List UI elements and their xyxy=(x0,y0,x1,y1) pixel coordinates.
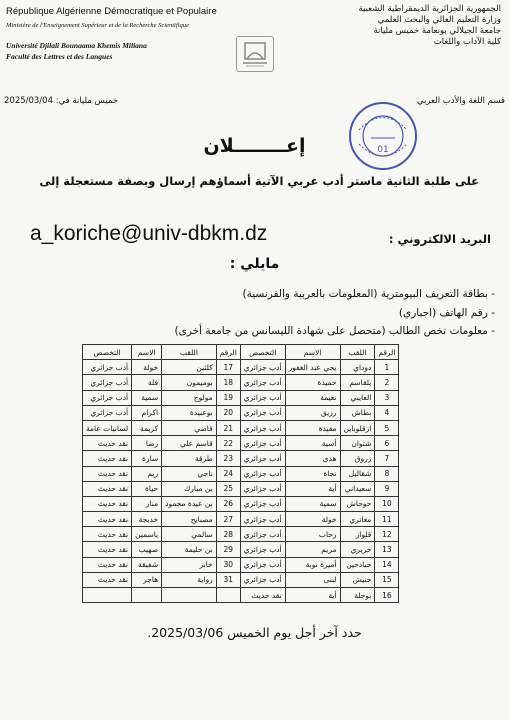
table-cell: أدب جزائري xyxy=(240,466,285,481)
table-cell: نعيمة xyxy=(285,390,340,405)
table-cell: دوداي xyxy=(340,360,375,375)
table-cell: 13 xyxy=(375,542,399,557)
table-cell: 12 xyxy=(375,527,399,542)
table-cell: 16 xyxy=(375,588,399,603)
table-cell: 27 xyxy=(216,512,240,527)
table-cell: أدب جزائري xyxy=(240,375,285,390)
col-name-2: الاسم xyxy=(132,345,162,360)
table-cell: رحاب xyxy=(285,527,340,542)
header-arabic xyxy=(291,4,501,48)
table-cell: حيادحين xyxy=(340,557,375,572)
table-cell: منار xyxy=(132,496,162,511)
col-number: الرقم xyxy=(375,345,399,360)
email-label: البريد الالكتروني : xyxy=(388,232,491,246)
table-cell: كلثين xyxy=(162,360,217,375)
table-cell: رواية xyxy=(162,572,217,587)
table-cell: بوميمون xyxy=(162,375,217,390)
table-cell: قلواز xyxy=(340,527,375,542)
requirements-heading: مايلي : xyxy=(229,256,280,272)
table-cell: أدب جزائري xyxy=(240,436,285,451)
table-cell: شقاليل xyxy=(340,466,375,481)
table-cell: لبنى xyxy=(285,572,340,587)
table-cell: نقد حديث xyxy=(83,572,132,587)
department-line: قسم اللغة والأدب العربي xyxy=(416,96,505,106)
col-specialty-2: التخصص xyxy=(83,345,132,360)
table-cell: 20 xyxy=(216,405,240,420)
table-cell: أية xyxy=(285,588,340,603)
table-cell: حوحاش xyxy=(340,496,375,511)
table-cell: خديجة xyxy=(132,512,162,527)
faculty-name-fr: Faculté des Lettres et des Langues xyxy=(6,52,113,61)
table-cell: حنيش xyxy=(340,572,375,587)
table-cell: 15 xyxy=(375,572,399,587)
table-cell: حميدة xyxy=(285,375,340,390)
table-cell: سمية xyxy=(285,496,340,511)
table-row xyxy=(83,588,399,603)
table-cell: 6 xyxy=(375,436,399,451)
table-cell: بن عيدة محمود xyxy=(162,496,217,511)
table-cell: مفيدة xyxy=(285,420,340,435)
table-cell: أدب جزائري xyxy=(83,405,132,420)
table-cell: 8 xyxy=(375,466,399,481)
table-cell: نقد حديث xyxy=(83,496,132,511)
republic-name-fr: République Algérienne Démocratique et Populaire xyxy=(6,6,217,17)
table-cell: زروق xyxy=(340,451,375,466)
ministry-name-ar: وزارة التعليم العالي والبحث العلمي xyxy=(377,15,501,25)
table-cell: بوعبيدة xyxy=(162,405,217,420)
table-cell: بوجلة xyxy=(340,588,375,603)
table-cell: حياة xyxy=(132,481,162,496)
table-cell: 10 xyxy=(375,496,399,511)
table-cell: رزيق xyxy=(285,405,340,420)
table-cell: 22 xyxy=(216,436,240,451)
table-cell: 3 xyxy=(375,390,399,405)
table-cell: نقد حديث xyxy=(83,481,132,496)
table-cell: أدب جزائري xyxy=(240,512,285,527)
table-cell: 24 xyxy=(216,466,240,481)
date-line: خميس مليانة في: 2025/03/04 xyxy=(4,96,119,106)
table-cell: أدب جزائري xyxy=(240,572,285,587)
table-cell: رضا xyxy=(132,436,162,451)
table-cell: كريمة xyxy=(132,420,162,435)
bullet-phone: - رقم الهاتف (اجباري) xyxy=(398,307,495,319)
table-cell: قاسم علي xyxy=(162,436,217,451)
table-cell: شتوان xyxy=(340,436,375,451)
stamp-number: 01 xyxy=(377,145,389,155)
table-row xyxy=(83,542,399,557)
request-text: على طلبة الثانية ماستر أدب عربي الآتية أسماؤهم إرسال وبصفة مستعجلة إلى xyxy=(39,174,479,188)
table-cell: نقد حديث xyxy=(83,542,132,557)
table-cell: 25 xyxy=(216,481,240,496)
republic-name-ar: الجمهورية الجزائرية الديمقراطية الشعبية xyxy=(358,4,501,14)
table-cell: أدب جزائري xyxy=(240,496,285,511)
table-row xyxy=(83,572,399,587)
table-row xyxy=(83,512,399,527)
table-cell: 30 xyxy=(216,557,240,572)
students-table xyxy=(82,344,399,603)
col-surname-2: اللقب xyxy=(162,345,217,360)
table-cell: سعيداني xyxy=(340,481,375,496)
table-cell: بطاش xyxy=(340,405,375,420)
table-cell: لسانيات عامة xyxy=(83,420,132,435)
ministry-name-fr: Ministère de l'Enseignement Supérieur et de la Recherche Scientifique xyxy=(6,22,189,29)
table-cell: 19 xyxy=(216,390,240,405)
table-cell: 1 xyxy=(375,360,399,375)
header-french xyxy=(6,6,236,61)
table-row xyxy=(83,390,399,405)
table-cell: 28 xyxy=(216,527,240,542)
table-cell: أدب جزائري xyxy=(240,451,285,466)
table-cell: نقد حديث xyxy=(83,557,132,572)
table-cell xyxy=(132,588,162,603)
table-cell: فلة xyxy=(132,375,162,390)
announcement-title: إعــــــــلان xyxy=(203,135,306,157)
table-cell: 2 xyxy=(375,375,399,390)
col-surname: اللقب xyxy=(340,345,375,360)
table-cell: أدب جزائري xyxy=(83,360,132,375)
deadline-text: حدد آخر أجل يوم الخميس 2025/03/06. xyxy=(147,625,362,640)
table-cell: أدب جزائري xyxy=(240,557,285,572)
table-cell: خولة xyxy=(132,360,162,375)
table-cell: 5 xyxy=(375,420,399,435)
table-cell: نقد حديث xyxy=(240,588,285,603)
table-cell: بلقاسم xyxy=(340,375,375,390)
table-cell: هاجر xyxy=(132,572,162,587)
table-cell: أدب جزائري xyxy=(240,542,285,557)
col-name: الاسم xyxy=(285,345,340,360)
table-cell: 14 xyxy=(375,557,399,572)
table-cell: سارة xyxy=(132,451,162,466)
table-cell: أدب جزائري xyxy=(240,405,285,420)
table-cell: 23 xyxy=(216,451,240,466)
table-cell: نقد حديث xyxy=(83,451,132,466)
bullet-id-card: - بطاقة التعريف البيومترية (المعلومات بالعربية والفرنسية) xyxy=(242,288,495,300)
table-cell: خابز xyxy=(162,557,217,572)
table-cell: سمية xyxy=(132,390,162,405)
contact-email: a_koriche@univ-dbkm.dz xyxy=(30,222,268,245)
table-cell: ريم xyxy=(132,466,162,481)
table-cell xyxy=(216,588,240,603)
table-row xyxy=(83,557,399,572)
table-cell: 7 xyxy=(375,451,399,466)
table-cell: مريم xyxy=(285,542,340,557)
faculty-name-ar: كلية الآداب واللغات xyxy=(433,37,501,47)
table-cell: خولة xyxy=(285,512,340,527)
table-row xyxy=(83,466,399,481)
table-row xyxy=(83,451,399,466)
university-logo xyxy=(236,36,274,72)
table-cell: صهيب xyxy=(132,542,162,557)
table-cell: سالمي xyxy=(162,527,217,542)
university-name-ar: جامعة الجيلالي بونعامة خميس مليانة xyxy=(373,26,501,36)
table-cell: ياسمين xyxy=(132,527,162,542)
table-cell: مصبايح xyxy=(162,512,217,527)
table-cell: طرقة xyxy=(162,451,217,466)
table-row xyxy=(83,436,399,451)
table-cell: نقد حديث xyxy=(83,527,132,542)
table-cell: مغاتري xyxy=(340,512,375,527)
table-cell: ازقلوباين xyxy=(340,420,375,435)
table-cell: 17 xyxy=(216,360,240,375)
table-cell: هدى xyxy=(285,451,340,466)
table-row xyxy=(83,375,399,390)
table-cell: أدب جزائري xyxy=(240,390,285,405)
table-cell: قاضي xyxy=(162,420,217,435)
table-cell xyxy=(162,588,217,603)
table-row xyxy=(83,360,399,375)
table-cell: نقد حديث xyxy=(83,512,132,527)
table-cell: ناجي xyxy=(162,466,217,481)
table-cell: 18 xyxy=(216,375,240,390)
table-cell: أدب جزائري xyxy=(240,360,285,375)
table-row xyxy=(83,527,399,542)
table-cell: يحي عبد الغفور xyxy=(285,360,340,375)
university-name-fr: Université Djilali Bounaama Khemis Miliana xyxy=(6,41,147,50)
table-cell: أدب جزائري xyxy=(83,375,132,390)
table-cell: أدب جزائري xyxy=(83,390,132,405)
table-cell: شفيقة xyxy=(132,557,162,572)
table-cell: نقد حديث xyxy=(83,466,132,481)
table-cell: أية xyxy=(285,481,340,496)
table-cell: مولوج xyxy=(162,390,217,405)
table-row xyxy=(83,405,399,420)
table-cell: أميرة نوبة xyxy=(285,557,340,572)
table-cell: العايبي xyxy=(340,390,375,405)
table-row xyxy=(83,420,399,435)
table-cell: اكرام xyxy=(132,405,162,420)
table-cell: أدب جزائري xyxy=(240,527,285,542)
table-cell xyxy=(83,588,132,603)
table-cell: أدب جزائري xyxy=(240,420,285,435)
table-cell: 29 xyxy=(216,542,240,557)
table-cell: 11 xyxy=(375,512,399,527)
table-cell: 31 xyxy=(216,572,240,587)
table-row xyxy=(83,496,399,511)
table-row xyxy=(83,481,399,496)
table-cell: أسية xyxy=(285,436,340,451)
table-cell: نجاة xyxy=(285,466,340,481)
bullet-student-info: - معلومات تخص الطالب (متحصل على شهادة الليسانس من جامعة أخرى) xyxy=(174,325,495,337)
col-number-2: الرقم xyxy=(216,345,240,360)
table-cell: 4 xyxy=(375,405,399,420)
col-specialty: التخصص xyxy=(240,345,285,360)
table-cell: 26 xyxy=(216,496,240,511)
table-cell: 9 xyxy=(375,481,399,496)
table-cell: بن حليمة xyxy=(162,542,217,557)
table-cell: حريري xyxy=(340,542,375,557)
table-header-row xyxy=(83,345,399,360)
table-cell: بن مبارك xyxy=(162,481,217,496)
table-cell: 21 xyxy=(216,420,240,435)
table-cell: نقد حديث xyxy=(83,436,132,451)
table-cell: أدب جزائري xyxy=(240,481,285,496)
